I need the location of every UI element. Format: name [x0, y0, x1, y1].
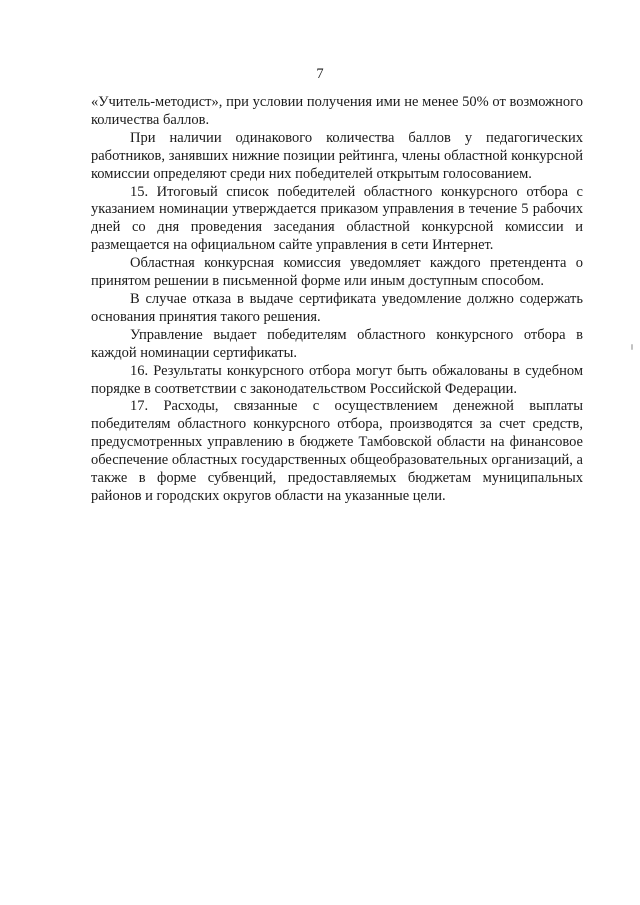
paragraph-continuation: «Учитель-методист», при условии получения ими не менее 50% от возможного количества баллов. — [91, 94, 583, 128]
document-body — [91, 94, 583, 506]
page-number: 7 — [316, 66, 324, 82]
paragraph-item-16: 16. Результаты конкурсного отбора могут быть обжалованы в судебном порядке в соответствии с законодательством Российской Федерации. — [91, 362, 583, 397]
paragraph-commission-notice: Областная конкурсная комиссия уведомляет каждого претендента о принятом решении в письменной форме или иным доступным способом. — [91, 255, 583, 290]
paragraph-equal-points: При наличии одинакового количества баллов у педагогических работников, занявших нижние позиции рейтинга, члены областной конкурсной комиссии определяют среди них победителей открытым голосованием. — [91, 129, 583, 182]
paragraph-certificates: Управление выдает победителям областного конкурсного отбора в каждой номинации сертификаты. — [91, 326, 583, 361]
paragraph-item-17: 17. Расходы, связанные с осуществлением денежной выплаты победителям областного конкурсного отбора, производятся за счет средств, предусмотренных управлению в бюджете Тамбовской области на финансовое обеспечение областных государственных общеобразовательных организаций, а также в форме субвенций, предоставляемых бюджетам муниципальных районов и городских округов области на указанные цели. — [91, 398, 583, 504]
paragraph-item-15: 15. Итоговый список победителей областного конкурсного отбора с указанием номинации утверждается приказом управления в течение 5 рабочих дней со дня проведения заседания областной конкурсной комиссии и размещается на официальном сайте управления в сети Интернет. — [91, 183, 583, 254]
paragraph-refusal: В случае отказа в выдаче сертификата уведомление должно содержать основания принятия такого решения. — [91, 290, 583, 325]
scan-artifact-mark — [631, 344, 633, 350]
